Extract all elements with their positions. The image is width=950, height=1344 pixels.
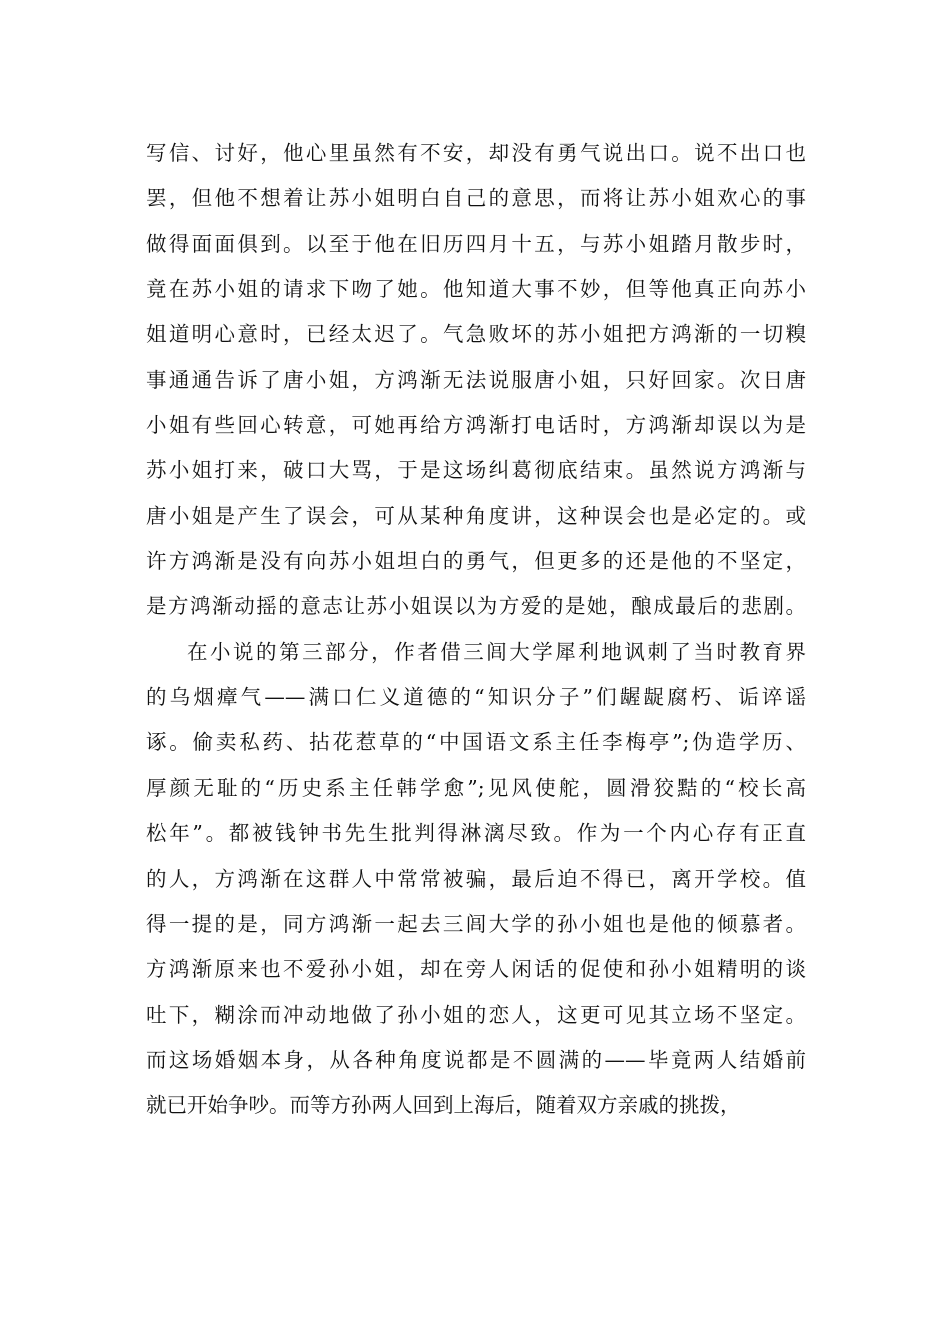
text-line: 的人，方鸿渐在这群人中常常被骗，最后迫不得已，离开学校。值 — [146, 866, 806, 891]
text-line: 写信、讨好，他心里虽然有不安，却没有勇气说出口。说不出口也 — [146, 141, 806, 165]
paragraph-1 — [146, 131, 806, 630]
text-line: 就已开始争吵。而等方孙两人回到上海后，随着双方亲戚的挑拨， — [146, 1093, 741, 1118]
text-line: 而这场婚姻本身，从各种角度说都是不圆满的——毕竟两人结婚前 — [146, 1047, 806, 1072]
text-line: 唐小姐是产生了误会，可从某种角度讲，这种误会也是必定的。或 — [146, 503, 806, 528]
text-line: 得一提的是，同方鸿渐一起去三闾大学的孙小姐也是他的倾慕者。 — [146, 911, 806, 936]
text-line: 是方鸿渐动摇的意志让苏小姐误以为方爱的是她，酿成最后的悲剧。 — [146, 594, 806, 619]
text-line: 许方鸿渐是没有向苏小姐坦白的勇气，但更多的还是他的不坚定， — [146, 549, 806, 574]
text-line: 姐道明心意时，已经太迟了。气急败坏的苏小姐把方鸿渐的一切糗 — [146, 322, 806, 347]
paragraph-2 — [146, 630, 806, 1129]
text-line: 厚颜无耻的“历史系主任韩学愈”;见风使舵，圆滑狡黠的“校长高 — [146, 775, 806, 800]
text-line: 竟在苏小姐的请求下吻了她。他知道大事不妙，但等他真正向苏小 — [146, 277, 806, 302]
text-line: 吐下，糊涂而冲动地做了孙小姐的恋人，这更可见其立场不坚定。 — [146, 1002, 806, 1027]
text-line: 方鸿渐原来也不爱孙小姐，却在旁人闲话的促使和孙小姐精明的谈 — [146, 957, 806, 982]
text-line: 做得面面俱到。以至于他在旧历四月十五，与苏小姐踏月散步时， — [146, 231, 806, 256]
body-text — [146, 131, 806, 1129]
text-line: 小姐有些回心转意，可她再给方鸿渐打电话时，方鸿渐却误以为是 — [146, 413, 806, 438]
text-line: 苏小姐打来，破口大骂，于是这场纠葛彻底结束。虽然说方鸿渐与 — [146, 458, 806, 483]
text-line: 事通通告诉了唐小姐，方鸿渐无法说服唐小姐，只好回家。次日唐 — [146, 367, 806, 392]
text-line: 松年”。都被钱钟书先生批判得淋漓尽致。作为一个内心存有正直 — [146, 821, 806, 846]
text-line: 诼。偷卖私药、拈花惹草的“中国语文系主任李梅亭”;伪造学历、 — [146, 730, 806, 755]
text-line: 罢，但他不想着让苏小姐明白自己的意思，而将让苏小姐欢心的事 — [146, 186, 806, 211]
text-line: 的乌烟瘴气——满口仁义道德的“知识分子”们龌龊腐朽、诟谇谣 — [146, 685, 806, 710]
text-line: 在小说的第三部分，作者借三闾大学犀利地讽刺了当时教育界 — [187, 639, 806, 664]
